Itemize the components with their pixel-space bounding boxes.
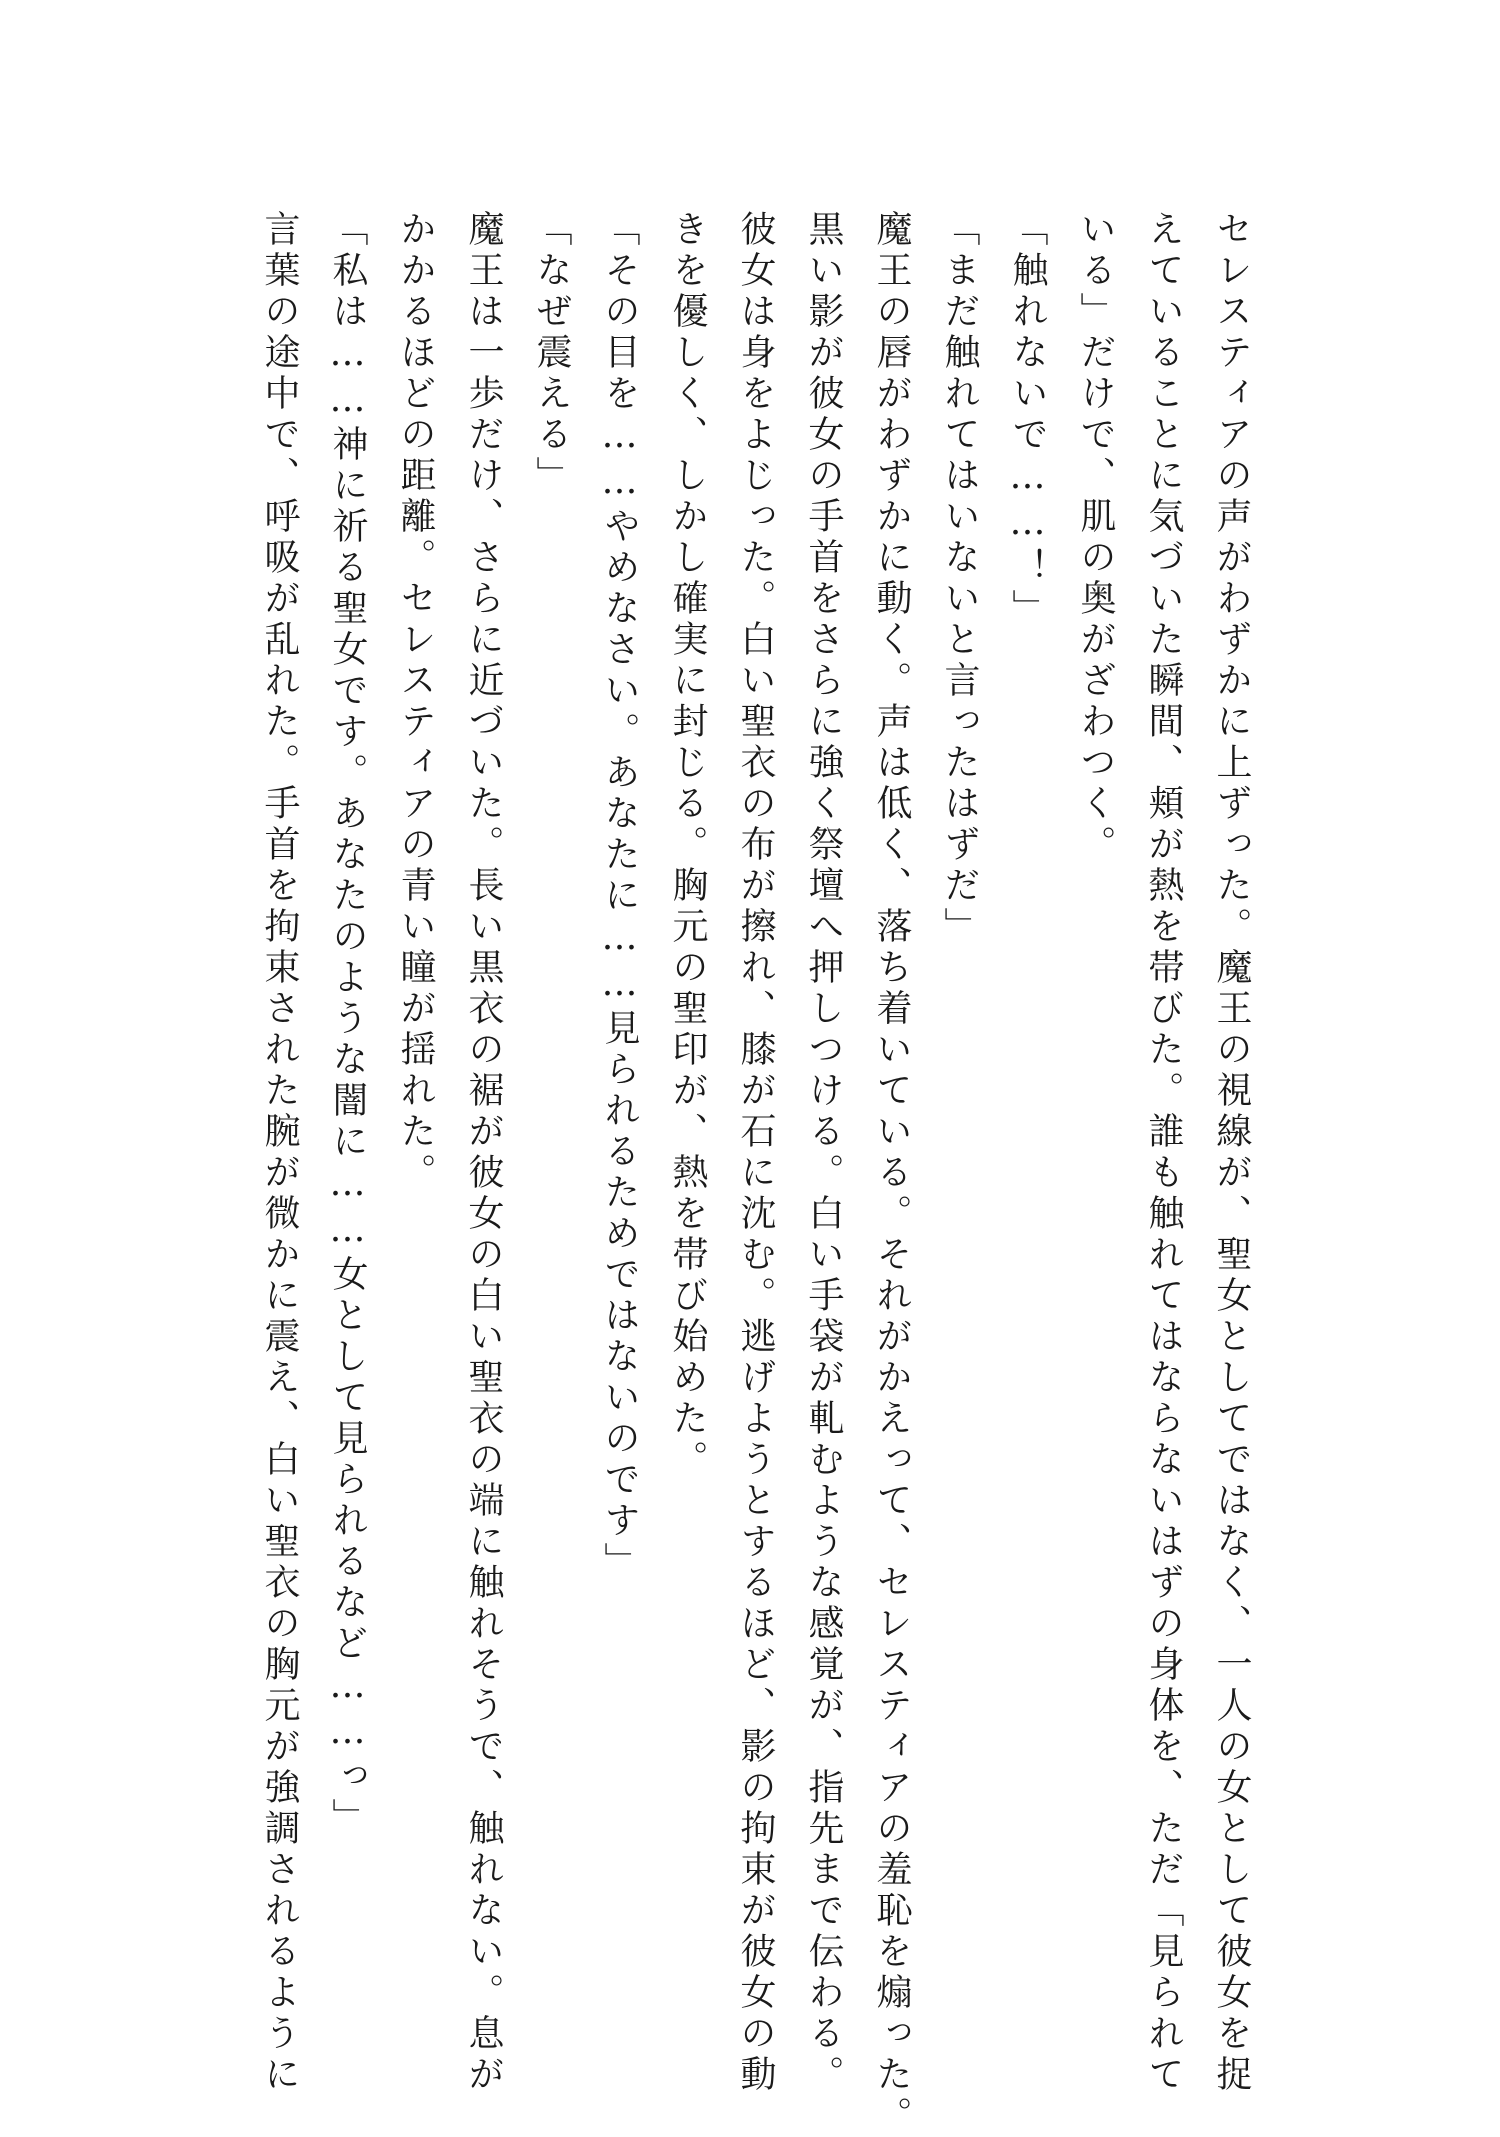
text-line: 黒い影が彼女の手首をさらに強く祭壇へ押しつける。白い手袋が軋むような感覚が、指先まで伝わる。 [803,210,844,2096]
text-line: きを優しく、しかし確実に封じる。胸元の聖印が、熱を帯び始めた。 [667,210,708,1481]
text-line: 「触れないで……！」 [1007,210,1048,630]
vertical-text-body [245,210,1265,2137]
text-line: セレスティアの声がわずかに上ずった。魔王の視線が、聖女としてではなく、一人の女として彼女を捉 [1211,210,1252,2096]
text-line: えていることに気づいた瞬間、頬が熱を帯びた。誰も触れてはならないはずの身体を、ただ「見られて [1143,210,1184,2096]
text-line: 魔王の唇がわずかに動く。声は低く、落ち着いている。それがかえって、セレスティアの羞恥を煽った。 [871,210,912,2137]
text-line: 魔王は一歩だけ、さらに近づいた。長い黒衣の裾が彼女の白い聖衣の端に触れそうで、触れない。息が [463,210,504,2096]
text-line: いる」だけで、肌の奥がざわつく。 [1075,210,1116,866]
text-line: かかるほどの距離。セレスティアの青い瞳が揺れた。 [395,210,436,1194]
text-line: 言葉の途中で、呼吸が乱れた。手首を拘束された腕が微かに震え、白い聖衣の胸元が強調されるように [259,210,300,2096]
text-line: 「まだ触れてはいないと言ったはずだ」 [939,210,980,948]
text-line: 「なぜ震える」 [531,210,572,497]
text-line: 彼女は身をよじった。白い聖衣の布が擦れ、膝が石に沈む。逃げようとするほど、影の拘束が彼女の動 [735,210,776,2096]
text-line: 「その目を……やめなさい。あなたに……見られるためではないのです」 [599,210,640,1583]
text-line: 「私は……神に祈る聖女です。あなたのような闇に……女として見られるなど……っ」 [327,210,368,1839]
